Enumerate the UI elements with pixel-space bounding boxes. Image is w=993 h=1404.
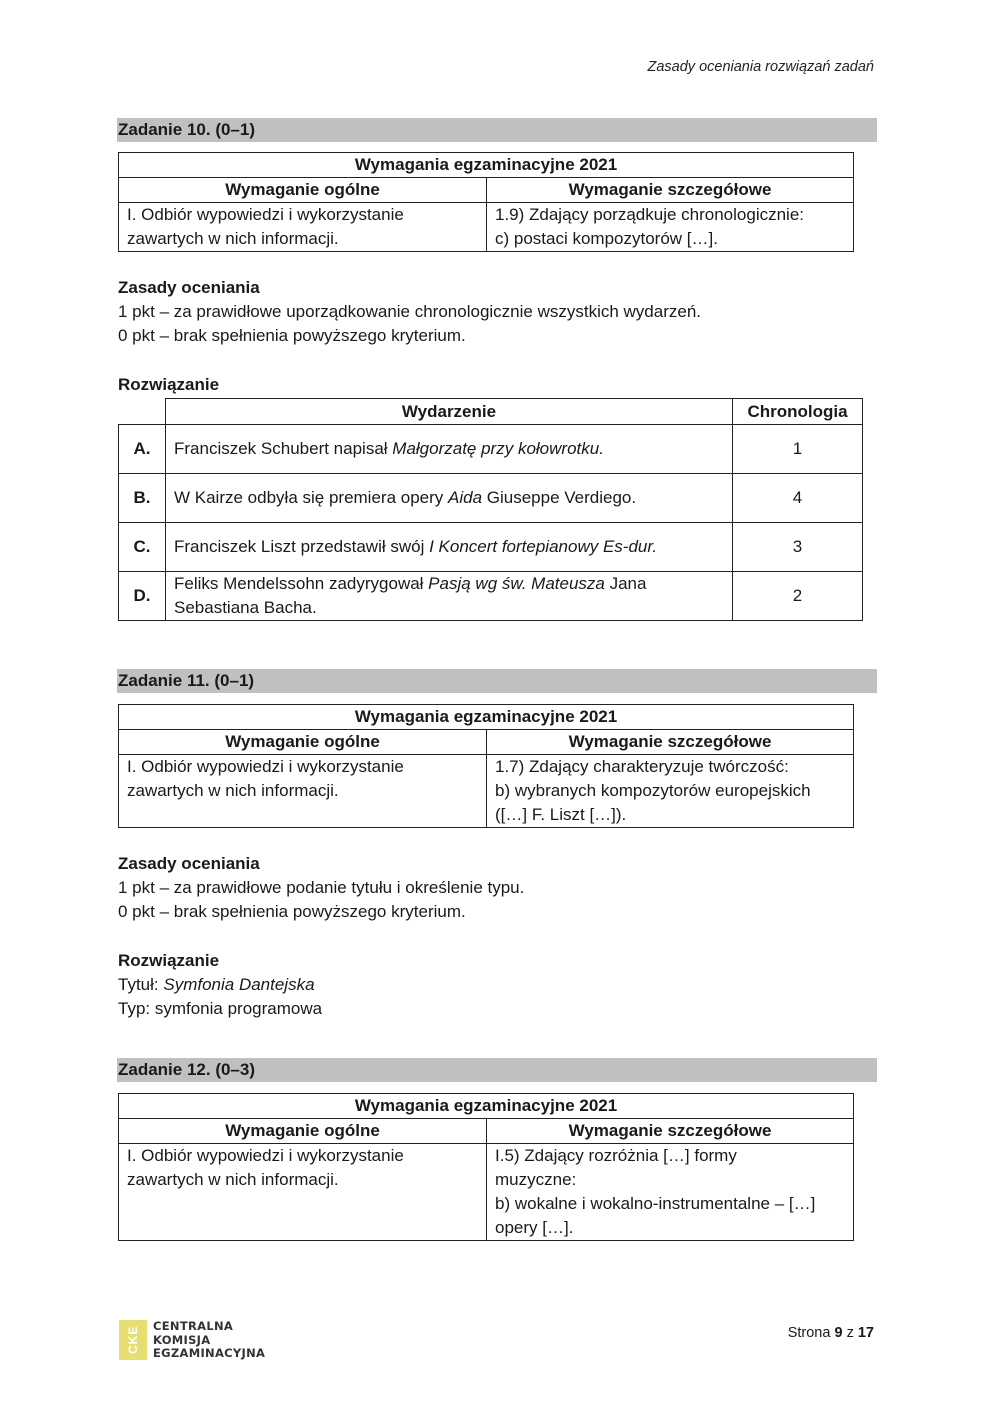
row-chronology: 3	[733, 523, 863, 572]
task-10-solution-heading: Rozwiązanie	[118, 375, 220, 394]
page-number: Strona 9 z 17	[787, 1325, 874, 1341]
table-row	[119, 474, 863, 523]
row-event: Feliks Mendelssohn zadyrygował Pasją wg św. Mateusza Jana Sebastiana Bacha.	[166, 572, 733, 621]
general-requirement: I. Odbiór wypowiedzi i wykorzystanie zawartych w nich informacji.	[119, 1144, 487, 1241]
chronology-table	[118, 398, 863, 621]
row-event: Franciszek Schubert napisał Małgorzatę przy kołowrotku.	[166, 425, 733, 474]
row-event: Franciszek Liszt przedstawił swój I Koncert fortepianowy Es-dur.	[166, 523, 733, 572]
solution-type-line: Typ: symfonia programowa	[118, 999, 323, 1018]
task-11-title: Zadanie 11. (0–1)	[117, 669, 877, 693]
general-requirement: I. Odbiór wypowiedzi i wykorzystanie zawartych w nich informacji.	[119, 203, 487, 252]
cke-logo-text: CENTRALNA KOMISJA EGZAMINACYJNA	[153, 1319, 266, 1360]
task-11-solution	[118, 949, 322, 1021]
col-detailed-header: Wymaganie szczegółowe	[487, 1119, 854, 1144]
table-row	[119, 572, 863, 621]
scoring-line: 1 pkt – za prawidłowe uporządkowanie chronologicznie wszystkich wydarzeń.	[118, 302, 702, 321]
row-letter: D.	[119, 572, 166, 621]
solution-title-line: Tytuł: Symfonia Dantejska	[118, 975, 315, 994]
solution-heading: Rozwiązanie	[118, 951, 220, 970]
detailed-requirement: 1.7) Zdający charakteryzuje twórczość: b) wybranych kompozytorów europejskich ([…] F. Liszt […]).	[487, 755, 854, 828]
row-letter: B.	[119, 474, 166, 523]
requirements-title: Wymagania egzaminacyjne 2021	[119, 1094, 854, 1119]
row-chronology: 1	[733, 425, 863, 474]
cke-logo	[119, 1320, 265, 1361]
scoring-heading: Zasady oceniania	[118, 854, 260, 873]
task-10-title: Zadanie 10. (0–1)	[117, 118, 877, 142]
page-header: Zasady oceniania rozwiązań zadań	[647, 59, 874, 75]
requirements-title: Wymagania egzaminacyjne 2021	[119, 705, 854, 730]
col-general-header: Wymaganie ogólne	[119, 1119, 487, 1144]
task-11-scoring	[118, 852, 524, 924]
row-event: W Kairze odbyła się premiera opery Aida Giuseppe Verdiego.	[166, 474, 733, 523]
requirements-title: Wymagania egzaminacyjne 2021	[119, 153, 854, 178]
table-row	[119, 523, 863, 572]
row-chronology: 4	[733, 474, 863, 523]
task-12-title: Zadanie 12. (0–3)	[117, 1058, 877, 1082]
scoring-heading: Zasady oceniania	[118, 278, 260, 297]
scoring-line: 0 pkt – brak spełnienia powyższego kryterium.	[118, 902, 466, 921]
detailed-requirement: 1.9) Zdający porządkuje chronologicznie: c) postaci kompozytorów […].	[487, 203, 854, 252]
col-general-header: Wymaganie ogólne	[119, 178, 487, 203]
cke-logo-mark: CKE	[119, 1320, 147, 1360]
row-letter: C.	[119, 523, 166, 572]
task-10-requirements-table	[118, 152, 854, 252]
task-11-requirements-table	[118, 704, 854, 828]
scoring-line: 1 pkt – za prawidłowe podanie tytułu i określenie typu.	[118, 878, 525, 897]
col-event-header: Wydarzenie	[166, 399, 733, 425]
col-chronology-header: Chronologia	[733, 399, 863, 425]
empty-header-cell	[119, 399, 166, 425]
col-detailed-header: Wymaganie szczegółowe	[487, 730, 854, 755]
task-10-scoring	[118, 276, 701, 348]
table-row	[119, 425, 863, 474]
col-detailed-header: Wymaganie szczegółowe	[487, 178, 854, 203]
task-12-requirements-table	[118, 1093, 854, 1241]
col-general-header: Wymaganie ogólne	[119, 730, 487, 755]
detailed-requirement: I.5) Zdający rozróżnia […] formy muzyczne: b) wokalne i wokalno-instrumentalne – […] opery […].	[487, 1144, 854, 1241]
general-requirement: I. Odbiór wypowiedzi i wykorzystanie zawartych w nich informacji.	[119, 755, 487, 828]
row-chronology: 2	[733, 572, 863, 621]
scoring-line: 0 pkt – brak spełnienia powyższego kryterium.	[118, 326, 466, 345]
row-letter: A.	[119, 425, 166, 474]
